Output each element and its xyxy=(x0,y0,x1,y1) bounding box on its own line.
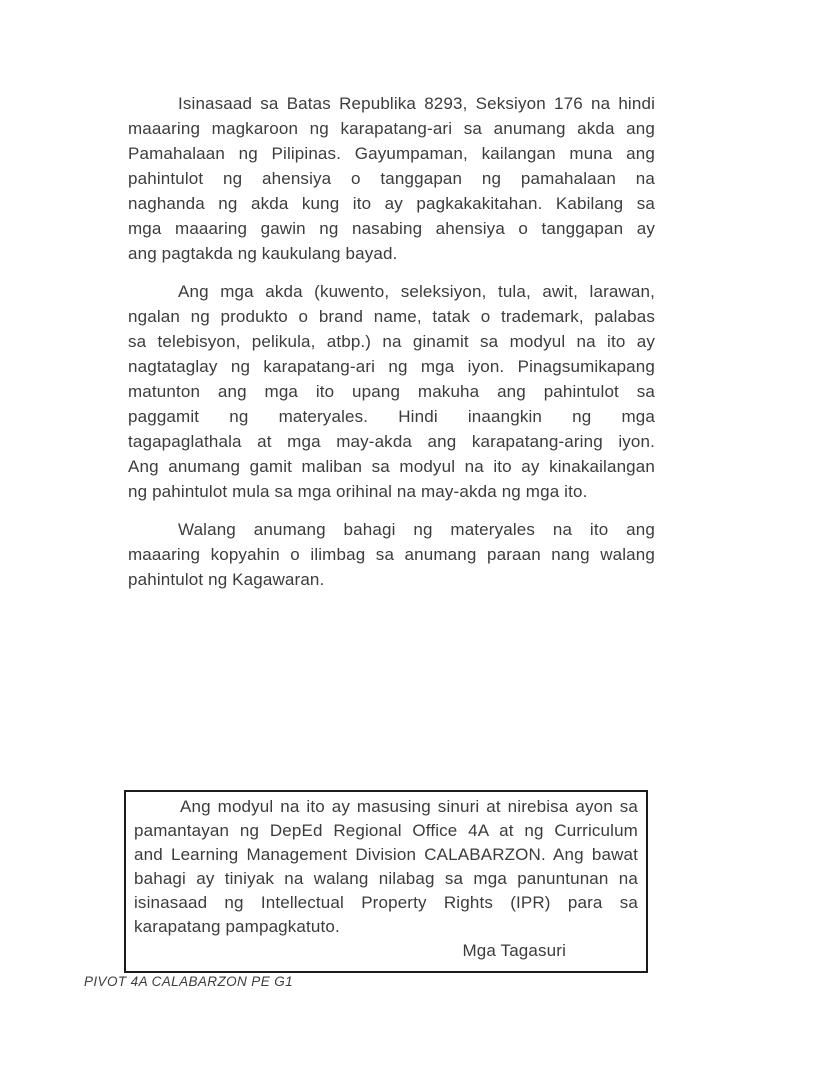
review-box xyxy=(124,790,648,973)
text-line: isinasaad ng Intellectual Property Rights (IPR) para sa xyxy=(134,893,638,912)
paragraph xyxy=(128,279,655,504)
paragraph xyxy=(128,517,655,592)
text-line: matunton ang mga ito upang makuha ang pahintulot sa xyxy=(128,382,655,401)
paragraph xyxy=(128,91,655,266)
text-line: bahagi ay tiniyak na walang nilabag sa mga panuntunan na xyxy=(134,869,638,888)
text-line: Isinasaad sa Batas Republika 8293, Seksiyon 176 na hindi xyxy=(178,94,655,113)
text-line: tagapaglathala at mga may-akda ang karapatang-aring iyon. xyxy=(128,432,655,451)
body-text xyxy=(128,91,655,605)
text-line: karapatang pampagkatuto. xyxy=(134,917,340,936)
review-box-text xyxy=(134,795,638,939)
text-line: ngalan ng produkto o brand name, tatak o trademark, palabas xyxy=(128,307,655,326)
text-line: pamantayan ng DepEd Regional Office 4A at ng Curriculum xyxy=(134,821,638,840)
text-line: mga maaaring gawin ng nasabing ahensiya o tanggapan ay xyxy=(128,219,655,238)
text-line: and Learning Management Division CALABARZON. Ang bawat xyxy=(134,845,638,864)
text-line: nagtataglay ng karapatang-ari ng mga iyon. Pinagsumikapang xyxy=(128,357,655,376)
text-line: Ang anumang gamit maliban sa modyul na ito ay kinakailangan xyxy=(128,457,655,476)
text-line: naghanda ng akda kung ito ay pagkakakitahan. Kabilang sa xyxy=(128,194,655,213)
page-footer-text: PIVOT 4A CALABARZON PE G1 xyxy=(84,974,294,989)
text-line: maaaring magkaroon ng karapatang-ari sa anumang akda ang xyxy=(128,119,655,138)
text-line: ang pagtakda ng kaukulang bayad. xyxy=(128,244,398,263)
text-line: Ang mga akda (kuwento, seleksiyon, tula, awit, larawan, xyxy=(178,282,655,301)
text-line: Ang modyul na ito ay masusing sinuri at nirebisa ayon sa xyxy=(180,797,638,816)
signature-line: Mga Tagasuri xyxy=(462,941,566,960)
text-line: pahintulot ng ahensiya o tanggapan ng pamahalaan na xyxy=(128,169,655,188)
text-line: Walang anumang bahagi ng materyales na ito ang xyxy=(178,520,655,539)
text-line: sa telebisyon, pelikula, atbp.) na ginamit sa modyul na ito ay xyxy=(128,332,655,351)
text-line: maaaring kopyahin o ilimbag sa anumang paraan nang walang xyxy=(128,545,655,564)
text-line: paggamit ng materyales. Hindi inaangkin ng mga xyxy=(128,407,655,426)
text-line: pahintulot ng Kagawaran. xyxy=(128,570,325,589)
text-line: ng pahintulot mula sa mga orihinal na may-akda ng mga ito. xyxy=(128,482,588,501)
text-line: Pamahalaan ng Pilipinas. Gayumpaman, kailangan muna ang xyxy=(128,144,655,163)
